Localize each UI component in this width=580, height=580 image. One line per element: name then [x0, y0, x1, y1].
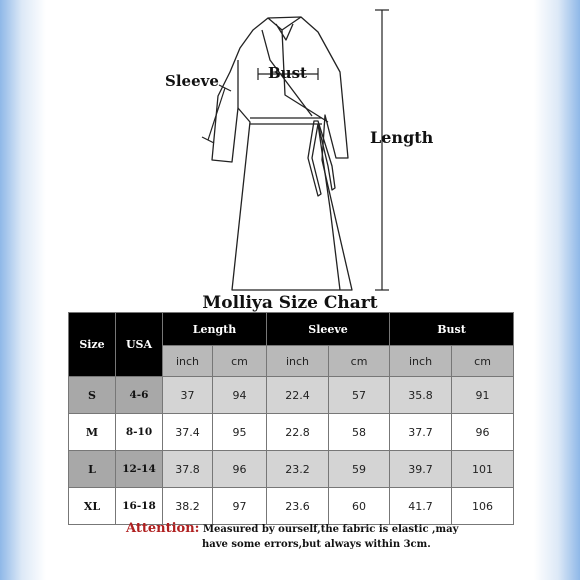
value-cell: 38.2: [163, 488, 213, 525]
value-cell: 37: [163, 377, 213, 414]
value-cell: 95: [213, 414, 267, 451]
value-cell: 23.6: [267, 488, 329, 525]
value-cell: 97: [213, 488, 267, 525]
unit-cell: cm: [213, 346, 267, 377]
value-cell: 37.8: [163, 451, 213, 488]
table-row: [69, 451, 514, 488]
unit-cell: inch: [390, 346, 452, 377]
value-cell: 37.7: [390, 414, 452, 451]
header-sleeve: Sleeve: [267, 313, 390, 346]
header-size: Size: [69, 313, 116, 377]
chart-title: Molliya Size Chart: [202, 293, 378, 313]
value-cell: 57: [329, 377, 390, 414]
sleeve-measure-line: [208, 88, 225, 140]
robe-front-edge: [318, 124, 340, 290]
usa-cell: 12-14: [116, 451, 163, 488]
value-cell: 60: [329, 488, 390, 525]
value-cell: 39.7: [390, 451, 452, 488]
size-table: [68, 312, 514, 525]
value-cell: 101: [452, 451, 514, 488]
value-cell: 41.7: [390, 488, 452, 525]
value-cell: 59: [329, 451, 390, 488]
value-cell: 22.8: [267, 414, 329, 451]
sleeve-tick-bottom: [202, 137, 214, 143]
unit-cell: inch: [267, 346, 329, 377]
unit-cell: cm: [329, 346, 390, 377]
size-cell: L: [69, 451, 116, 488]
value-cell: 22.4: [267, 377, 329, 414]
attention-line-1: Measured by ourself,the fabric is elastic ,may: [202, 524, 459, 535]
table-header-row: [69, 313, 514, 346]
value-cell: 96: [452, 414, 514, 451]
header-usa: USA: [116, 313, 163, 377]
value-cell: 35.8: [390, 377, 452, 414]
length-label: Length: [370, 128, 434, 147]
attention-line-2: have some errors,but always within 3cm.: [202, 539, 431, 550]
value-cell: 94: [213, 377, 267, 414]
attention-label: Attention:: [126, 521, 200, 536]
value-cell: 58: [329, 414, 390, 451]
size-cell: M: [69, 414, 116, 451]
bust-label: Bust: [268, 64, 307, 82]
sleeve-label: Sleeve: [165, 72, 219, 90]
value-cell: 91: [452, 377, 514, 414]
table-row: [69, 377, 514, 414]
size-cell: XL: [69, 488, 116, 525]
usa-cell: 16-18: [116, 488, 163, 525]
value-cell: 37.4: [163, 414, 213, 451]
robe-belt: [250, 118, 322, 124]
robe-outline: [212, 17, 352, 290]
table-row: [69, 488, 514, 525]
value-cell: 96: [213, 451, 267, 488]
value-cell: 23.2: [267, 451, 329, 488]
table-row: [69, 414, 514, 451]
header-length: Length: [163, 313, 267, 346]
unit-cell: inch: [163, 346, 213, 377]
header-bust: Bust: [390, 313, 514, 346]
unit-cell: cm: [452, 346, 514, 377]
value-cell: 106: [452, 488, 514, 525]
usa-cell: 8-10: [116, 414, 163, 451]
attention-note: [126, 521, 486, 552]
usa-cell: 4-6: [116, 377, 163, 414]
size-cell: S: [69, 377, 116, 414]
